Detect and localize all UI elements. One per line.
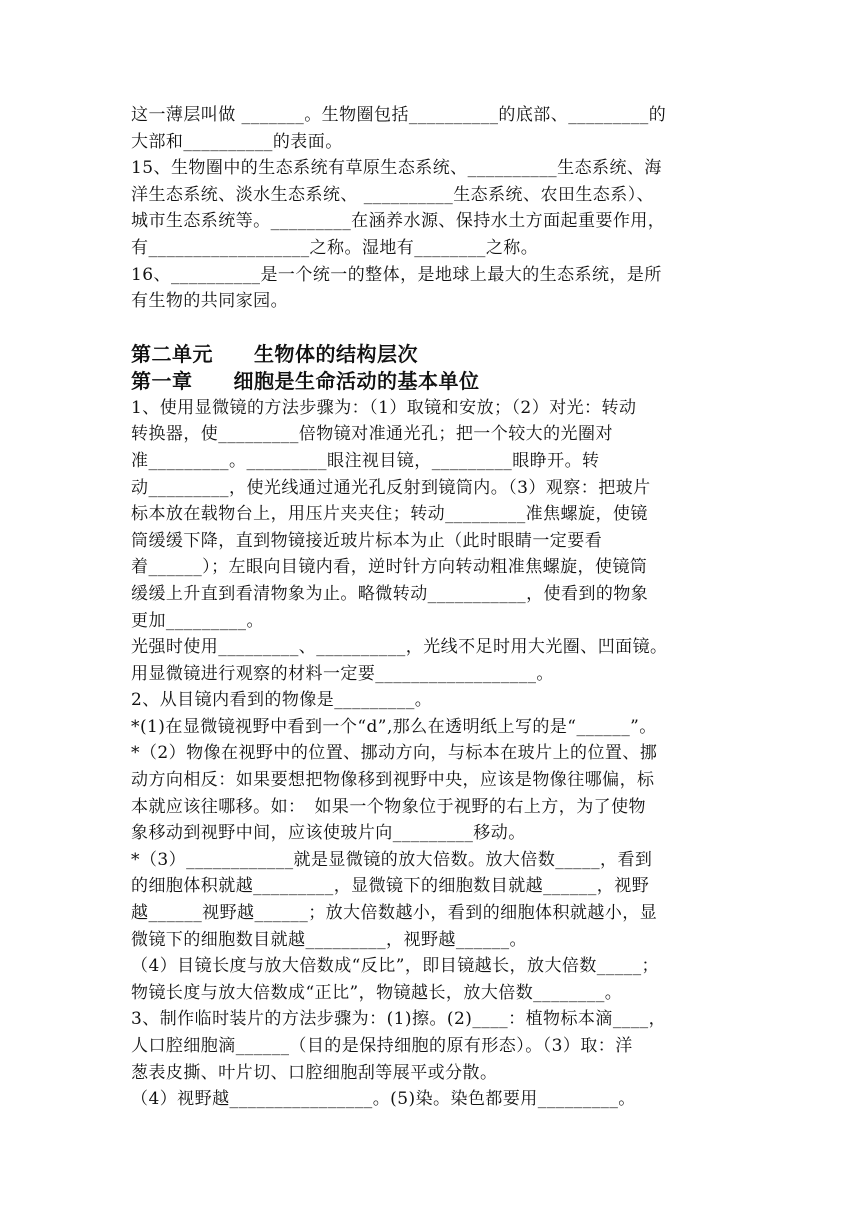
- document-page: [131, 102, 737, 1113]
- text-line: 动_________，使光线通过通光孔反射到镜筒内。（3）观察：把玻片: [131, 477, 651, 498]
- text-line: 越______视野越______；放大倍数越小，看到的细胞体积就越小，显: [131, 903, 658, 924]
- text-line: 人口腔细胞滴______（目的是保持细胞的原有形态）。（3）取：洋: [131, 1036, 633, 1056]
- text-line: 本就应该往哪移。如： 如果一个物象位于视野的右上方，为了使物: [131, 796, 646, 817]
- text-line: 用显微镜进行观察的材料一定要__________________。: [131, 663, 554, 684]
- text-line: 16、__________是一个统一的整体，是地球上最大的生态系统，是所: [131, 264, 662, 285]
- unit-heading: 第二单元 生物体的结构层次: [131, 341, 418, 366]
- text-line: （4）目镜长度与放大倍数成“反比”，即目镜越长，放大倍数_____；: [131, 956, 659, 977]
- text-line: 大部和__________的表面。: [131, 131, 343, 152]
- text-line: 有生物的共同家园。: [131, 291, 289, 312]
- text-line: （4）视野越________________。(5)染。染色都要用_________。: [131, 1089, 636, 1110]
- text-line: 动方向相反：如果要想把物像移到视野中央，应该是物像往哪偏，标: [131, 770, 655, 791]
- text-line: 这一薄层叫做 _______。生物圈包括__________的底部、_________的: [131, 105, 667, 125]
- text-line: 光强时使用_________、__________，光线不足时用大光圈、凹面镜。: [131, 637, 668, 658]
- section-biosphere: [131, 102, 737, 315]
- text-line: 着______）；左眼向目镜内看，逆时针方向转动粗准焦螺旋，使镜筒: [131, 557, 648, 578]
- text-line: 3、制作临时装片的方法步骤为：(1)擦。(2)____：植物标本滴____，: [131, 1009, 667, 1030]
- text-line: *（2）物像在视野中的位置、挪动方向，与标本在玻片上的位置、挪: [131, 743, 658, 764]
- text-line: 物镜长度与放大倍数成“正比”，物镜越长，放大倍数________。: [131, 982, 623, 1003]
- text-line: 15、生物圈中的生态系统有草原生态系统、__________生态系统、海: [131, 158, 662, 179]
- text-line: 1、使用显微镜的方法步骤为：（1）取镜和安放；（2）对光：转动: [131, 397, 637, 418]
- chapter-heading: 第一章 细胞是生命活动的基本单位: [131, 368, 480, 393]
- text-line: 洋生态系统、淡水生态系统、 __________生态系统、农田生态系）、: [131, 184, 655, 205]
- section-spacer: [131, 315, 737, 341]
- text-line: 筒缓缓下降，直到物镜接近玻片标本为止（此时眼睛一定要看: [131, 530, 603, 551]
- text-line: 准_________。_________眼注视目镜，_________眼睁开。转: [131, 450, 600, 471]
- text-line: 缓缓上升直到看清物象为止。略微转动___________，使看到的物象: [131, 583, 649, 604]
- text-line: 标本放在载物台上，用压片夹夹住；转动_________准焦螺旋，使镜: [131, 504, 648, 525]
- text-line: *（3）____________就是显微镜的放大倍数。放大倍数_____，看到: [131, 849, 653, 870]
- text-line: 象移动到视野中间，应该使玻片向_________移动。: [131, 823, 526, 844]
- text-line: 的细胞体积就越_________，显微镜下的细胞数目就越______，视野: [131, 876, 650, 897]
- text-line: 有__________________之称。湿地有________之称。: [131, 237, 539, 258]
- text-line: 2、从目镜内看到的物像是_________。: [131, 690, 433, 711]
- text-line: *(1)在显微镜视野中看到一个“d”,那么在透明纸上写的是“______”。: [131, 716, 657, 737]
- text-line: 微镜下的细胞数目就越_________，视野越______。: [131, 929, 527, 950]
- text-line: 城市生态系统等。_________在涵养水源、保持水土方面起重要作用，: [131, 211, 666, 232]
- section-microscope: [131, 395, 737, 1113]
- text-line: 更加_________。: [131, 610, 264, 631]
- text-line: 葱表皮撕、叶片切、口腔细胞刮等展平或分散。: [131, 1062, 498, 1083]
- text-line: 转换器，使_________倍物镜对准通光孔；把一个较大的光圈对: [131, 424, 613, 445]
